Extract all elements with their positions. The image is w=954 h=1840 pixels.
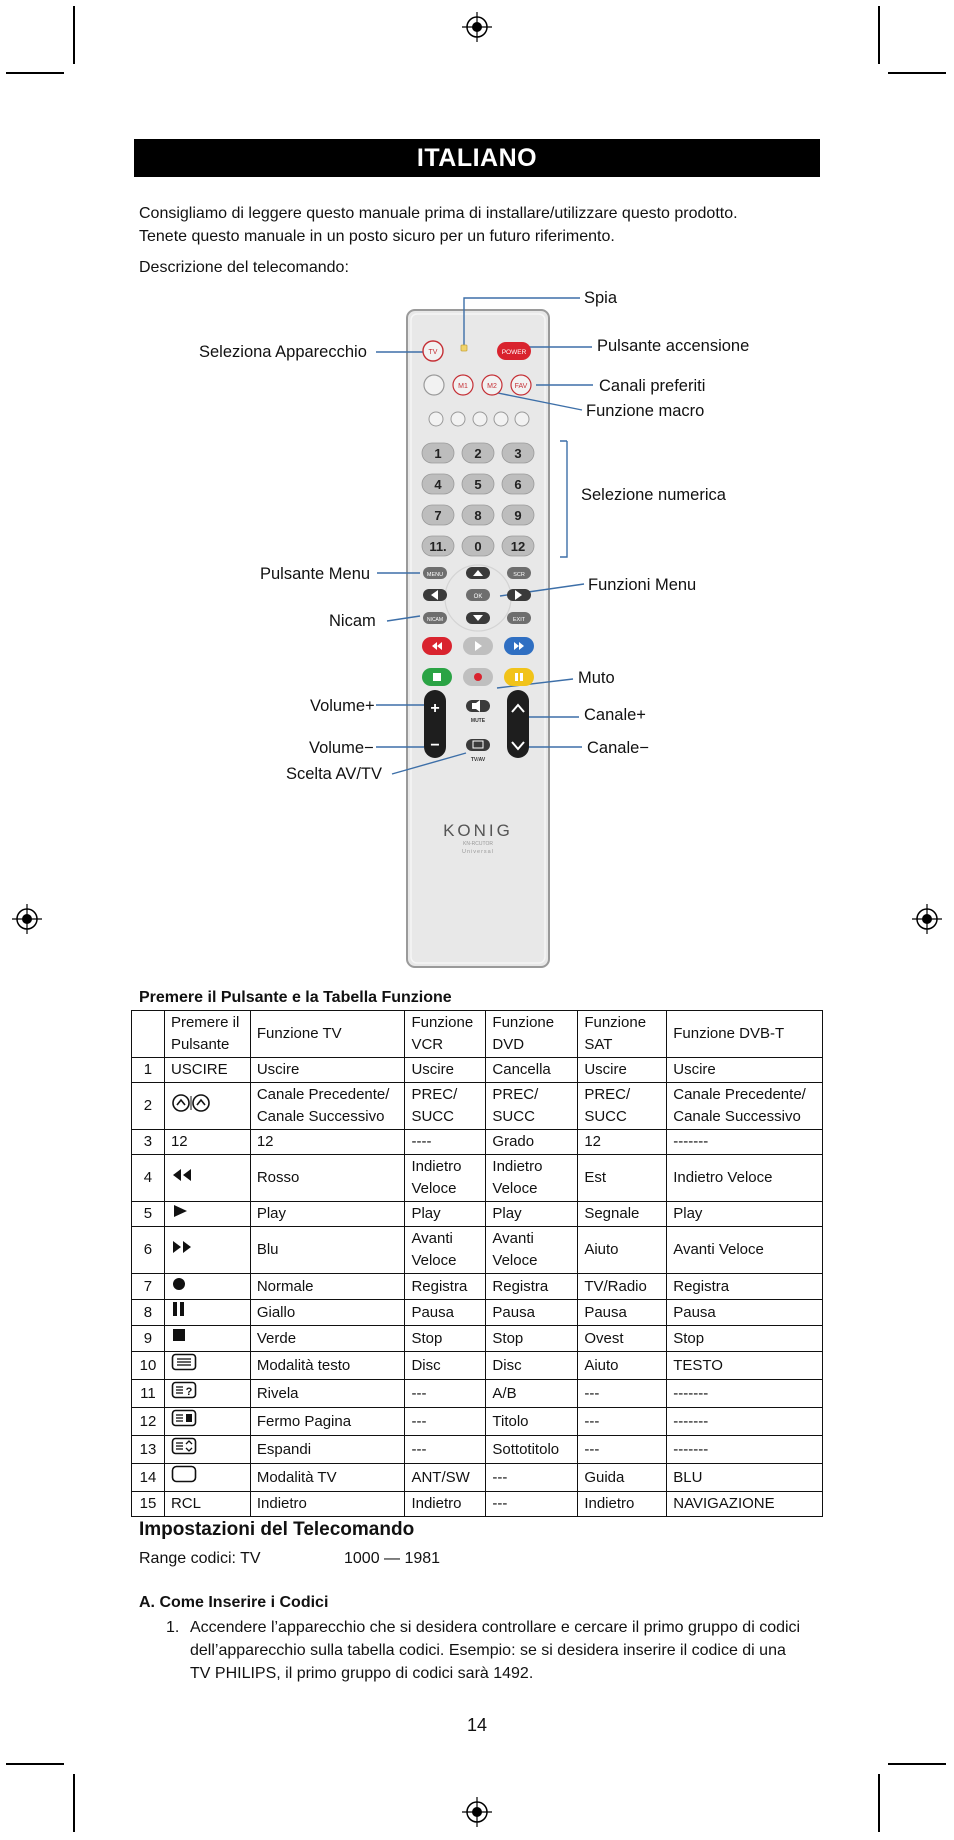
function-cell-dvd: ---: [486, 1464, 578, 1492]
table-row: [132, 1155, 823, 1202]
function-cell-dvd: ---: [486, 1492, 578, 1517]
function-cell-dvbt: -------: [667, 1436, 823, 1464]
scr-label: SCR: [513, 572, 525, 578]
function-cell-dvd: Titolo: [486, 1408, 578, 1436]
function-cell-dvbt: -------: [667, 1130, 823, 1155]
function-cell-sat: ---: [578, 1380, 667, 1408]
callout-canale-plus: Canale+: [584, 706, 646, 724]
exit-label: EXIT: [512, 617, 526, 623]
intro-line-1: Consigliamo di leggere questo manuale prima di installare/utilizzare questo prodotto.: [139, 205, 738, 222]
function-cell-dvd: Play: [486, 1202, 578, 1227]
function-cell-dvd: PREC/ SUCC: [486, 1083, 578, 1130]
function-cell-sat: Aiuto: [578, 1352, 667, 1380]
callout-funzioni-menu: Funzioni Menu: [588, 576, 697, 594]
power-button-label: POWER: [501, 349, 527, 356]
row-number: 11: [132, 1380, 165, 1408]
table-row: [132, 1202, 823, 1227]
function-cell-sat: Uscire: [578, 1058, 667, 1083]
step-1: [166, 1616, 806, 1685]
key-cell: [164, 1227, 250, 1274]
function-cell-tv: Modalità testo: [250, 1352, 405, 1380]
table-header-cell: Funzione VCR: [405, 1011, 486, 1058]
function-cell-dvd: Disc: [486, 1352, 578, 1380]
menu-label: MENU: [426, 572, 444, 578]
intro-line-2: Tenete questo manuale in un posto sicuro per un futuro riferimento.: [139, 228, 615, 245]
settings-heading: Impostazioni del Telecomando: [139, 1519, 415, 1540]
table-header-row: [132, 1011, 823, 1058]
mute-label: MUTE: [470, 718, 486, 724]
channel-up-down-icon: [171, 1093, 211, 1113]
registration-mark-icon: [462, 1797, 492, 1827]
row-number: 6: [132, 1227, 165, 1274]
code-range-value: 1000 — 1981: [344, 1550, 441, 1567]
digit-label: 2: [474, 446, 482, 461]
function-cell-sat: Segnale: [578, 1202, 667, 1227]
table-row: [132, 1227, 823, 1274]
function-cell-sat: Est: [578, 1155, 667, 1202]
function-cell-dvbt: Uscire: [667, 1058, 823, 1083]
function-cell-sat: Indietro: [578, 1492, 667, 1517]
crop-mark: [888, 1763, 946, 1765]
digit-label: 7: [434, 508, 442, 523]
key-cell: RCL: [164, 1492, 250, 1517]
function-cell-dvbt: Canale Precedente/ Canale Successivo: [667, 1083, 823, 1130]
digit-label: 1: [434, 446, 442, 461]
function-cell-dvd: Stop: [486, 1326, 578, 1352]
function-cell-dvd: Avanti Veloce: [486, 1227, 578, 1274]
function-cell-tv: Rosso: [250, 1155, 405, 1202]
brand-model: KN-RCUTOR: [463, 841, 493, 847]
svg-text:+: +: [430, 700, 440, 717]
key-cell: [164, 1155, 250, 1202]
brand-logo: KONIG: [443, 821, 513, 840]
table-header-cell: Funzione SAT: [578, 1011, 667, 1058]
record-icon: [171, 1275, 187, 1291]
function-cell-dvbt: Pausa: [667, 1300, 823, 1326]
function-cell-tv: 12: [250, 1130, 405, 1155]
m2-label: M2: [487, 383, 497, 390]
function-cell-tv: Giallo: [250, 1300, 405, 1326]
function-cell-tv: Canale Precedente/ Canale Successivo: [250, 1083, 405, 1130]
ok-label: OK: [473, 594, 483, 600]
function-cell-dvbt: Registra: [667, 1274, 823, 1300]
digit-label: 5: [474, 477, 482, 492]
table-header-cell: [132, 1011, 165, 1058]
tvav-label: TV/AV: [470, 757, 486, 763]
table-row: [132, 1436, 823, 1464]
function-cell-vcr: ---: [405, 1408, 486, 1436]
digit-label: 9: [514, 508, 522, 523]
expand-icon: [171, 1437, 197, 1455]
key-cell: [164, 1380, 250, 1408]
tv-button-label: TV: [428, 349, 438, 356]
digit-label: 12: [510, 539, 526, 554]
row-number: 1: [132, 1058, 165, 1083]
function-cell-dvbt: Play: [667, 1202, 823, 1227]
function-cell-sat: ---: [578, 1436, 667, 1464]
function-cell-dvbt: Indietro Veloce: [667, 1155, 823, 1202]
row-number: 13: [132, 1436, 165, 1464]
function-cell-tv: Normale: [250, 1274, 405, 1300]
digit-label: 0: [474, 539, 482, 554]
key-cell: [164, 1274, 250, 1300]
crop-mark: [6, 1763, 64, 1765]
fast-forward-icon: [171, 1240, 193, 1254]
svg-text:−: −: [430, 737, 440, 754]
row-number: 5: [132, 1202, 165, 1227]
function-cell-dvd: A/B: [486, 1380, 578, 1408]
table-row: [132, 1380, 823, 1408]
callout-spia: Spia: [584, 289, 618, 307]
table-header-cell: Funzione DVD: [486, 1011, 578, 1058]
function-cell-vcr: Indietro: [405, 1492, 486, 1517]
callout-pulsante-menu: Pulsante Menu: [260, 565, 371, 583]
row-number: 4: [132, 1155, 165, 1202]
callout-muto: Muto: [578, 669, 615, 687]
table-row: [132, 1492, 823, 1517]
key-cell: [164, 1408, 250, 1436]
function-cell-vcr: Uscire: [405, 1058, 486, 1083]
function-cell-vcr: ---: [405, 1436, 486, 1464]
callout-canale-minus: Canale−: [587, 739, 649, 757]
function-cell-tv: Play: [250, 1202, 405, 1227]
function-cell-dvbt: -------: [667, 1380, 823, 1408]
page-number: 14: [466, 1715, 488, 1735]
function-cell-dvbt: Stop: [667, 1326, 823, 1352]
function-table: [131, 1010, 823, 1517]
rec-icon: [474, 673, 482, 681]
row-number: 9: [132, 1326, 165, 1352]
teletext-icon: [171, 1353, 197, 1371]
step-1-number: 1.: [166, 1619, 180, 1636]
function-cell-dvbt: BLU: [667, 1464, 823, 1492]
code-range: [139, 1550, 441, 1568]
table-header-cell: Funzione TV: [250, 1011, 405, 1058]
key-cell: [164, 1083, 250, 1130]
stop-icon: [433, 673, 441, 681]
table-row: [132, 1058, 823, 1083]
row-number: 12: [132, 1408, 165, 1436]
function-cell-sat: 12: [578, 1130, 667, 1155]
svg-text:?: ?: [185, 1386, 193, 1398]
code-range-label: Range codici: TV: [139, 1550, 261, 1567]
function-cell-tv: Fermo Pagina: [250, 1408, 405, 1436]
function-cell-dvbt: -------: [667, 1408, 823, 1436]
callout-scelta-av-tv: Scelta AV/TV: [286, 765, 382, 783]
key-cell: [164, 1436, 250, 1464]
function-cell-sat: Aiuto: [578, 1227, 667, 1274]
function-cell-vcr: Disc: [405, 1352, 486, 1380]
function-cell-vcr: ANT/SW: [405, 1464, 486, 1492]
digit-label: 6: [514, 477, 522, 492]
fav-label: FAV: [514, 383, 528, 390]
function-cell-vcr: Avanti Veloce: [405, 1227, 486, 1274]
key-cell: [164, 1300, 250, 1326]
function-cell-dvbt: NAVIGAZIONE: [667, 1492, 823, 1517]
crop-mark: [73, 1774, 75, 1832]
table-row: [132, 1274, 823, 1300]
row-number: 3: [132, 1130, 165, 1155]
function-cell-dvd: Registra: [486, 1274, 578, 1300]
row-number: 7: [132, 1274, 165, 1300]
table-row: [132, 1083, 823, 1130]
indicator-led: [461, 345, 467, 351]
function-cell-vcr: Pausa: [405, 1300, 486, 1326]
function-cell-vcr: Stop: [405, 1326, 486, 1352]
row-number: 2: [132, 1083, 165, 1130]
callout-funzione-macro: Funzione macro: [586, 402, 705, 420]
page-title: ITALIANO: [134, 139, 820, 177]
table-row: [132, 1300, 823, 1326]
function-cell-tv: Indietro: [250, 1492, 405, 1517]
table-row: [132, 1408, 823, 1436]
crop-mark: [878, 1774, 880, 1832]
table-header-cell: Funzione DVB-T: [667, 1011, 823, 1058]
function-cell-sat: ---: [578, 1408, 667, 1436]
function-cell-vcr: PREC/ SUCC: [405, 1083, 486, 1130]
pause-button: [504, 668, 534, 686]
table-row: [132, 1352, 823, 1380]
row-number: 8: [132, 1300, 165, 1326]
function-cell-dvd: Cancella: [486, 1058, 578, 1083]
function-cell-sat: Guida: [578, 1464, 667, 1492]
function-cell-vcr: ---: [405, 1380, 486, 1408]
pause-icon: [171, 1301, 187, 1317]
remote-heading: Descrizione del telecomando:: [139, 259, 349, 276]
function-cell-dvbt: Avanti Veloce: [667, 1227, 823, 1274]
tv-mode-icon: [171, 1465, 197, 1483]
key-cell: 12: [164, 1130, 250, 1155]
callout-pulsante-accensione: Pulsante accensione: [597, 337, 750, 355]
function-cell-sat: PREC/ SUCC: [578, 1083, 667, 1130]
function-cell-vcr: Indietro Veloce: [405, 1155, 486, 1202]
function-cell-vcr: ----: [405, 1130, 486, 1155]
nicam-label: NICAM: [426, 617, 444, 623]
callout-seleziona-apparecchio: Seleziona Apparecchio: [199, 343, 367, 361]
digit-label: 8: [474, 508, 482, 523]
callout-selezione-numerica: Selezione numerica: [581, 486, 726, 504]
brand-sub: Universal: [462, 849, 494, 855]
row-number: 10: [132, 1352, 165, 1380]
callout-volume-minus: Volume−: [309, 739, 374, 757]
function-cell-dvbt: TESTO: [667, 1352, 823, 1380]
key-cell: [164, 1326, 250, 1352]
function-cell-tv: Verde: [250, 1326, 405, 1352]
digit-label: 4: [434, 477, 442, 492]
step-1-text: Accendere l’apparecchio che si desidera controllare e cercare il primo gruppo di codici dell’apparecchio sulla tabella codici. Esempio: se si desidera inserire il codice di una TV PHILIPS, il primo gruppo di codici sarà 1492.: [190, 1619, 801, 1682]
function-cell-vcr: Registra: [405, 1274, 486, 1300]
function-cell-tv: Espandi: [250, 1436, 405, 1464]
callout-volume-plus: Volume+: [310, 697, 375, 715]
function-cell-vcr: Play: [405, 1202, 486, 1227]
row-number: 14: [132, 1464, 165, 1492]
function-cell-tv: Blu: [250, 1227, 405, 1274]
function-cell-dvd: Indietro Veloce: [486, 1155, 578, 1202]
function-cell-sat: Ovest: [578, 1326, 667, 1352]
row-number: 15: [132, 1492, 165, 1517]
section-a-heading: A. Come Inserire i Codici: [139, 1594, 329, 1611]
table-title: Premere il Pulsante e la Tabella Funzione: [139, 989, 452, 1006]
key-cell: [164, 1202, 250, 1227]
function-cell-tv: Rivela: [250, 1380, 405, 1408]
digit-label: 11.: [429, 539, 447, 554]
function-cell-dvd: Sottotitolo: [486, 1436, 578, 1464]
table-header-cell: Premere il Pulsante: [164, 1011, 250, 1058]
table-row: [132, 1326, 823, 1352]
function-cell-tv: Modalità TV: [250, 1464, 405, 1492]
stop-icon: [171, 1327, 187, 1343]
digit-label: 3: [514, 446, 522, 461]
function-cell-sat: Pausa: [578, 1300, 667, 1326]
function-cell-tv: Uscire: [250, 1058, 405, 1083]
hold-icon: [171, 1409, 197, 1427]
function-cell-sat: TV/Radio: [578, 1274, 667, 1300]
m1-label: M1: [458, 383, 468, 390]
table-row: [132, 1130, 823, 1155]
table-row: [132, 1464, 823, 1492]
function-cell-dvd: Grado: [486, 1130, 578, 1155]
play-icon: [171, 1204, 189, 1218]
key-cell: USCIRE: [164, 1058, 250, 1083]
key-cell: [164, 1352, 250, 1380]
callout-nicam: Nicam: [329, 612, 376, 630]
callout-canali-preferiti: Canali preferiti: [599, 377, 706, 395]
rewind-icon: [171, 1168, 193, 1182]
function-cell-dvd: Pausa: [486, 1300, 578, 1326]
reveal-icon: [171, 1381, 197, 1399]
key-cell: [164, 1464, 250, 1492]
